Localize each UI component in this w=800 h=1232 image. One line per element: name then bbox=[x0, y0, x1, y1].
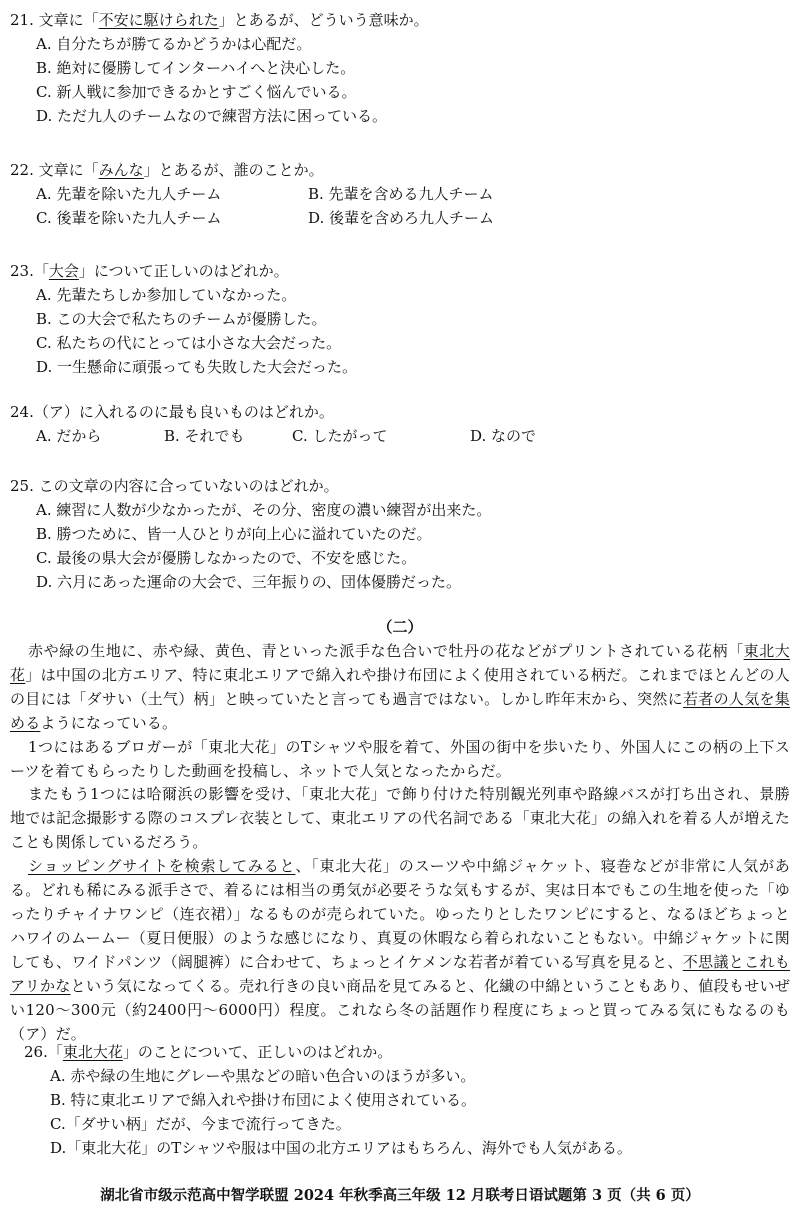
option-a[interactable]: A. だから bbox=[36, 427, 102, 445]
option-d[interactable]: D. 後輩を含めろ九人チーム bbox=[308, 209, 495, 227]
option-a[interactable]: A. 先輩を除いた九人チーム bbox=[36, 185, 222, 203]
question-stem: 25. この文章の内容に合っていないのはどれか。 bbox=[10, 477, 339, 495]
options-row-2 bbox=[10, 206, 790, 230]
option-d[interactable]: D.「東北大花」のTシャツや服は中国の北方エリアはもちろん、海外でも人気がある。 bbox=[50, 1139, 632, 1157]
option-a[interactable]: A. 先輩たちしか参加していなかった。 bbox=[36, 286, 297, 304]
underlined-phrase: 東北大花 bbox=[62, 1043, 123, 1061]
stem-prefix: 26.「 bbox=[24, 1043, 63, 1061]
stem-prefix: 22. 文章に「 bbox=[10, 161, 99, 179]
underlined-phrase: 不安に駆けられた bbox=[98, 11, 219, 29]
question-26 bbox=[10, 1040, 790, 1160]
option-c[interactable]: C.「ダサい柄」だが、今まで流行ってきた。 bbox=[50, 1115, 351, 1133]
option-b[interactable]: B. この大会で私たちのチームが優勝した。 bbox=[36, 310, 327, 328]
option-c[interactable]: C. 新人戦に参加できるかとすごく悩んでいる。 bbox=[36, 83, 357, 101]
text-segment: ようになっている。 bbox=[40, 713, 178, 732]
option-d[interactable]: D. ただ九人のチームなので練習方法に困っている。 bbox=[36, 107, 388, 125]
text-segment: 赤や緑の生地に、赤や緑、黄色、青といった派手な色合いで牡丹の花などがプリントされている花柄「 bbox=[28, 642, 744, 660]
option-b[interactable]: B. 特に東北エリアで綿入れや掛け布団によく使用されている。 bbox=[50, 1091, 477, 1109]
stem-prefix: 21. 文章に「 bbox=[10, 11, 99, 29]
option-b[interactable]: B. 先輩を含める九人チーム bbox=[308, 185, 494, 203]
underlined-phrase: ショッピングサイトを検索してみると bbox=[28, 857, 296, 876]
question-24 bbox=[10, 400, 790, 448]
section-title: （二） bbox=[377, 618, 423, 636]
option-c[interactable]: C. 私たちの代にとっては小さな大会だった。 bbox=[36, 334, 342, 352]
option-b[interactable]: B. 絶対に優勝してインターハイへと決心した。 bbox=[36, 59, 356, 77]
option-c[interactable]: C. したがって bbox=[292, 427, 388, 445]
underlined-phrase: 東北大花 bbox=[10, 642, 790, 684]
paragraph-1 bbox=[10, 640, 790, 736]
option-a[interactable]: A. 練習に人数が少なかったが、その分、密度の濃い練習が出来た。 bbox=[36, 501, 492, 519]
text-segment: という気になってくる。売れ行きの良い商品を見てみると、化繊の中綿ということもあり、値段もせいぜい120～300元（約2400円～6000円）程度。これなら冬の話題作り程度にちょっと買ってみる気にもなるのも（ア）だ。 bbox=[10, 976, 791, 1043]
question-stem bbox=[10, 8, 790, 32]
paragraph-3: またもう1つには哈爾浜の影響を受け、「東北大花」で飾り付けた特別観光列車や路線バスが打ち出され、景勝地では記念撮影する際のコスプレ衣装として、東北エリアの代名詞である「東北大花」の綿入れを着る人が増えたことも関係しているだろう。 bbox=[10, 785, 790, 852]
reading-passage bbox=[10, 614, 790, 1046]
underlined-phrase: 若者の人気を集める bbox=[10, 689, 790, 732]
underlined-phrase: 不思議とこれもアリかな bbox=[10, 952, 790, 995]
option-d[interactable]: D. 六月にあった運命の大会で、三年振りの、団体優勝だった。 bbox=[36, 573, 461, 591]
options-row bbox=[10, 424, 790, 448]
text-segment: 、「東北大花」のスーツや中綿ジャケット、寝巻などが非常に人気がある。どれも稀にみる派手さで、着るには相当の勇気が必要そうな気もするが、実は日本でもこの生地を使った「ゆったりチャイナワンピ（连衣裙）」なるものが売られていた。ゆったりとしたワンピにすると、なるほどちょっとハワイのムームー（夏日便服）のような感じになり、真夏の休暇なら着られないこともない。中綿ジャケットに関しても、ワイドパンツ（阔腿裤）に合わせて、ちょっとイケメンな若者が着ている写真を見ると、 bbox=[10, 857, 790, 971]
text-segment: 」は中国の北方エリア、特に東北エリアで綿入れや掛け布団によく使用されている柄だ。これまでほとんどの人の目には「ダサい（土气）柄」と映っていたと言っても過言ではない。しかし昨年末から、突然に bbox=[10, 665, 790, 708]
option-b[interactable]: B. それでも bbox=[164, 427, 245, 445]
question-21 bbox=[10, 8, 790, 128]
paragraph-4 bbox=[10, 855, 790, 1046]
options-row-1 bbox=[10, 182, 790, 206]
option-d[interactable]: D. なので bbox=[470, 427, 537, 445]
stem-suffix: 」とあるが、誰のことか。 bbox=[143, 161, 324, 179]
stem-suffix: 」について正しいのはどれか。 bbox=[78, 262, 289, 280]
stem-suffix: 」とあるが、どういう意味か。 bbox=[218, 11, 429, 29]
underlined-phrase: 大会 bbox=[48, 262, 79, 280]
option-a[interactable]: A. 自分たちが勝てるかどうかは心配だ。 bbox=[36, 35, 312, 53]
question-stem bbox=[10, 158, 790, 182]
question-stem bbox=[10, 1040, 790, 1064]
page-footer: 湖北省市级示范高中智学联盟 2024 年秋季高三年级 12 月联考日语试题第 3 页（共 6 页） bbox=[100, 1187, 700, 1204]
option-c[interactable]: C. 後輩を除いた九人チーム bbox=[36, 209, 222, 227]
option-c[interactable]: C. 最後の県大会が優勝しなかったので、不安を感じた。 bbox=[36, 549, 417, 567]
question-23 bbox=[10, 259, 790, 379]
underlined-phrase: みんな bbox=[98, 161, 144, 179]
option-a[interactable]: A. 赤や緑の生地にグレーや黒などの暗い色合いのほうが多い。 bbox=[50, 1067, 476, 1085]
paragraph-2: 1つにはあるブロガーが「東北大花」のTシャツや服を着て、外国の街中を歩いたり、外国人にこの柄の上下スーツを着てもらったりした動画を投稿し、ネットで人気となったからだ。 bbox=[10, 737, 790, 780]
option-d[interactable]: D. 一生懸命に頑張っても失敗した大会だった。 bbox=[36, 358, 358, 376]
question-25 bbox=[10, 474, 790, 594]
question-stem bbox=[10, 259, 790, 283]
stem-suffix: 」のことについて、正しいのはどれか。 bbox=[122, 1043, 393, 1061]
question-22 bbox=[10, 158, 790, 230]
stem-prefix: 23.「 bbox=[10, 262, 49, 280]
option-b[interactable]: B. 勝つために、皆一人ひとりが向上心に溢れていたのだ。 bbox=[36, 525, 432, 543]
question-stem: 24.（ア）に入れるのに最も良いものはどれか。 bbox=[10, 403, 334, 421]
